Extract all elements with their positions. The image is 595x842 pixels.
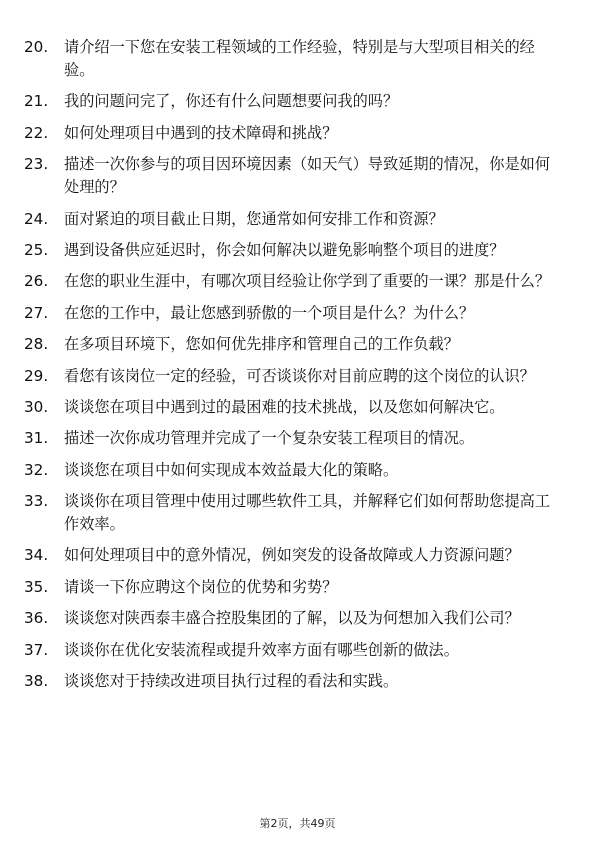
question-text: 谈谈您对陕西泰丰盛合控股集团的了解，以及为何想加入我们公司？: [64, 609, 520, 628]
question-number: 24.: [24, 209, 49, 228]
question-number: 29.: [24, 366, 49, 385]
question-number: 32.: [24, 460, 49, 479]
question-number: 36.: [24, 609, 49, 628]
question-number: 38.: [24, 672, 49, 691]
question-text: 请谈一下你应聘这个岗位的优势和劣势？: [64, 577, 338, 596]
question-item: [24, 459, 564, 482]
question-item: [24, 576, 564, 599]
question-text: 如何处理项目中的意外情况，例如突发的设备故障或人力资源问题？: [64, 546, 520, 565]
question-number: 26.: [24, 272, 49, 291]
question-text: 遇到设备供应延迟时，你会如何解决以避免影响整个项目的进度？: [64, 240, 505, 259]
question-text: 看您有该岗位一定的经验，可否谈谈你对目前应聘的这个岗位的认识？: [64, 366, 535, 385]
question-number: 30.: [24, 397, 49, 416]
page-footer: [0, 815, 595, 831]
question-item: [24, 670, 564, 693]
question-number: 21.: [24, 92, 49, 111]
question-list: [24, 36, 564, 701]
question-item: [24, 490, 564, 536]
question-number: 31.: [24, 429, 49, 448]
question-item: [24, 302, 564, 325]
question-item: [24, 208, 564, 231]
question-item: [24, 239, 564, 262]
question-item: [24, 333, 564, 356]
question-text: 如何处理项目中遇到的技术障碍和挑战？: [64, 123, 338, 142]
page-number-label: 第2页，共49页: [259, 817, 336, 830]
question-text: 面对紧迫的项目截止日期，您通常如何安排工作和资源？: [64, 209, 444, 228]
question-text: 谈谈你在优化安装流程或提升效率方面有哪些创新的做法。: [64, 640, 459, 659]
question-number: 34.: [24, 546, 49, 565]
question-item: [24, 90, 564, 113]
question-number: 27.: [24, 303, 49, 322]
question-number: 35.: [24, 577, 49, 596]
question-item: [24, 607, 564, 630]
question-item: [24, 544, 564, 567]
question-text: 谈谈你在项目管理中使用过哪些软件工具，并解释它们如何帮助您提高工作效率。: [64, 492, 550, 534]
question-item: [24, 427, 564, 450]
question-text: 描述一次你成功管理并完成了一个复杂安装工程项目的情况。: [64, 429, 475, 448]
question-text: 在您的职业生涯中，有哪次项目经验让你学到了重要的一课？那是什么？: [64, 272, 550, 291]
question-number: 33.: [24, 492, 49, 511]
question-item: [24, 396, 564, 419]
question-text: 谈谈您在项目中如何实现成本效益最大化的策略。: [64, 460, 399, 479]
question-text: 谈谈您对于持续改进项目执行过程的看法和实践。: [64, 672, 399, 691]
question-text: 在您的工作中，最让您感到骄傲的一个项目是什么？为什么？: [64, 303, 475, 322]
question-number: 20.: [24, 38, 49, 56]
question-text: 描述一次你参与的项目因环境因素（如天气）导致延期的情况，你是如何处理的？: [64, 155, 550, 197]
question-text: 谈谈您在项目中遇到过的最困难的技术挑战，以及您如何解决它。: [64, 397, 505, 416]
question-number: 37.: [24, 640, 49, 659]
question-number: 23.: [24, 155, 49, 174]
question-item: [24, 122, 564, 145]
question-item: [24, 270, 564, 293]
question-number: 22.: [24, 123, 49, 142]
question-text: 请介绍一下您在安装工程领域的工作经验，特别是与大型项目相关的经验。: [64, 38, 535, 79]
question-item: [24, 153, 564, 199]
question-text: 在多项目环境下，您如何优先排序和管理自己的工作负载？: [64, 335, 459, 354]
question-text: 我的问题问完了，你还有什么问题想要问我的吗？: [64, 92, 399, 111]
question-number: 28.: [24, 335, 49, 354]
question-number: 25.: [24, 240, 49, 259]
question-item: [24, 36, 564, 82]
question-item: [24, 365, 564, 388]
question-item: [24, 639, 564, 662]
